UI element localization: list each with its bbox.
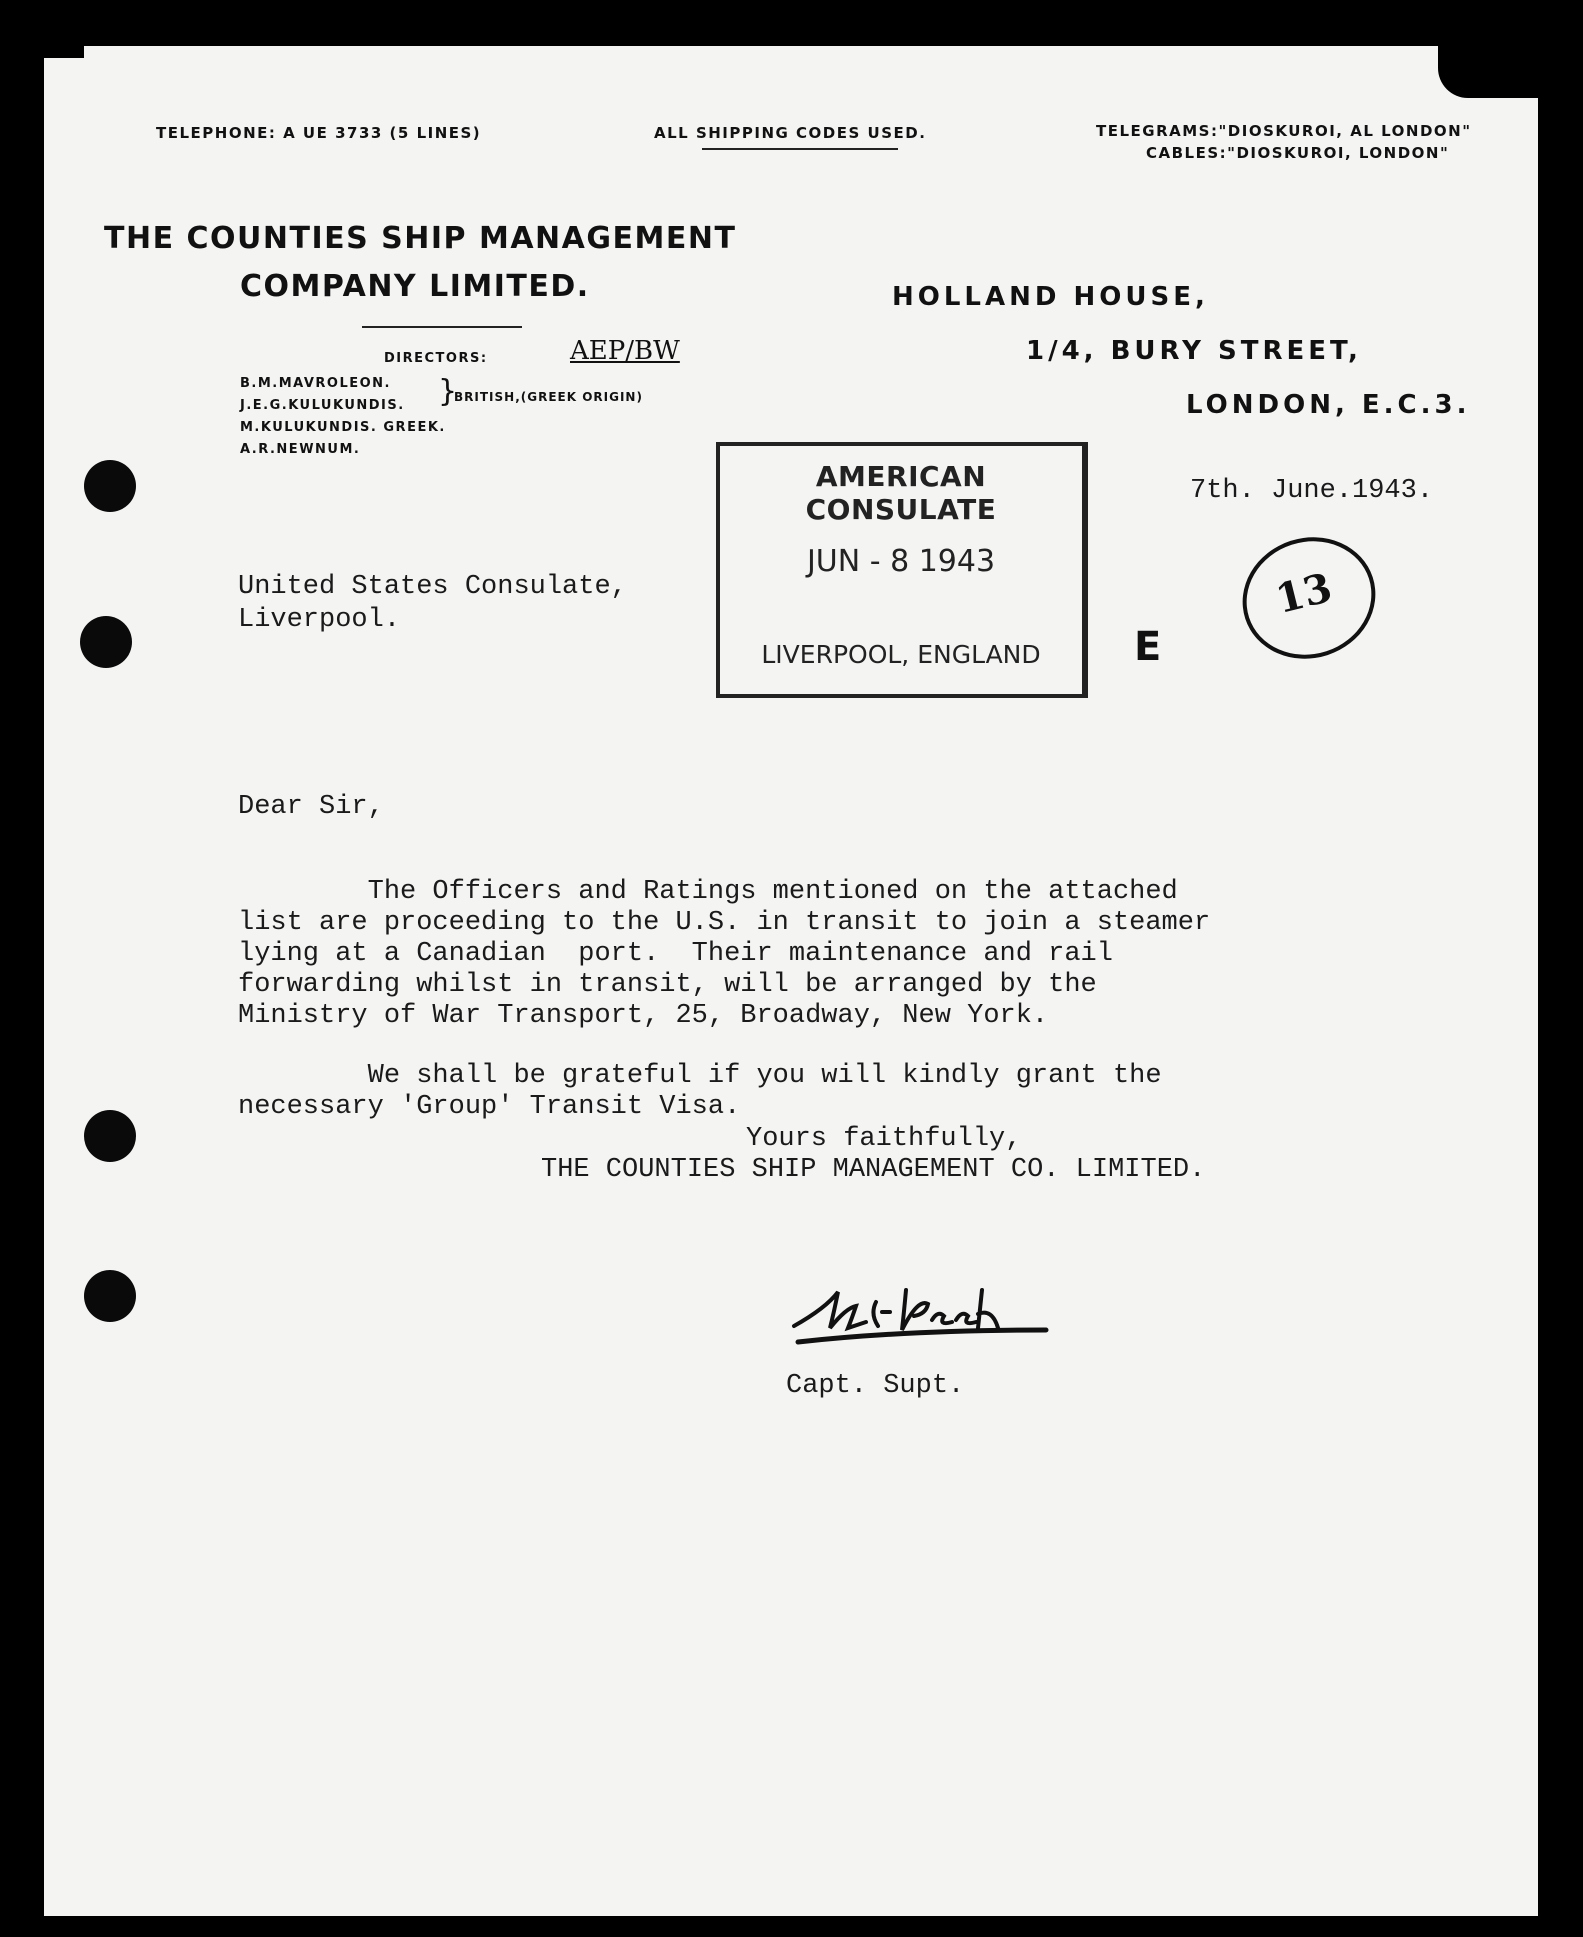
torn-corner-right (1438, 46, 1538, 98)
body2-line-1: We shall be grateful if you will kindly grant the (238, 1061, 1162, 1091)
recipient-line1: United States Consulate, (238, 572, 627, 602)
shipping-codes-line: ALL SHIPPING CODES USED. (654, 124, 927, 142)
telegrams-line: TELEGRAMS:"DIOSKUROI, AL LONDON" (1096, 122, 1472, 140)
letter-page (44, 46, 1538, 1916)
telephone-line: TELEPHONE: A UE 3733 (5 LINES) (156, 124, 482, 142)
closing: Yours faithfully, (746, 1124, 1022, 1154)
company-rule (362, 326, 522, 328)
directors-nationality-note: BRITISH,(GREEK ORIGIN) (454, 390, 643, 404)
recipient-line2: Liverpool. (238, 605, 401, 635)
directors-bracket: } (438, 374, 459, 409)
punch-hole-2 (80, 616, 132, 668)
signature-graphic (786, 1268, 1066, 1358)
salutation: Dear Sir, (238, 792, 384, 822)
company-name-line1: THE COUNTIES SHIP MANAGEMENT (104, 221, 737, 256)
closing-company: THE COUNTIES SHIP MANAGEMENT CO. LIMITED. (541, 1155, 1206, 1185)
address-line1: HOLLAND HOUSE, (892, 282, 1209, 312)
director-2: J.E.G.KULUKUNDIS. (240, 398, 405, 413)
signatory-title: Capt. Supt. (786, 1371, 965, 1401)
handwritten-signature (786, 1268, 1066, 1363)
codes-underline (702, 148, 898, 150)
address-line3: LONDON, E.C.3. (1186, 390, 1471, 420)
punch-hole-1 (84, 460, 136, 512)
stamp-line3: LIVERPOOL, ENGLAND (761, 640, 1041, 669)
company-name-line2: COMPANY LIMITED. (240, 269, 590, 304)
cables-line: CABLES:"DIOSKUROI, LONDON" (1146, 144, 1450, 162)
body-line-1: The Officers and Ratings mentioned on the attached (238, 877, 1178, 907)
address-line2: 1/4, BURY STREET, (1026, 336, 1362, 366)
body-line-3: lying at a Canadian port. Their maintenance and rail (238, 939, 1113, 969)
body-line-5: Ministry of War Transport, 25, Broadway, New York. (238, 1001, 1049, 1031)
stamp-line1: AMERICAN CONSULATE (805, 460, 997, 526)
american-consulate-stamp (716, 442, 1088, 698)
reference-initials: AEP/BW (570, 336, 680, 366)
stamp-mark: E (1134, 624, 1162, 670)
body2-line-2: necessary 'Group' Transit Visa. (238, 1092, 741, 1122)
letter-date: 7th. June.1943. (1190, 476, 1434, 506)
stamp-date: JUN - 8 1943 (806, 544, 996, 579)
director-1: B.M.MAVROLEON. (240, 376, 391, 391)
directors-label: DIRECTORS: (384, 351, 488, 366)
body-line-2: list are proceeding to the U.S. in transit to join a steamer (238, 908, 1211, 938)
punch-hole-4 (84, 1270, 136, 1322)
directors-list (240, 373, 446, 461)
director-4: A.R.NEWNUM. (240, 442, 361, 457)
body-line-4: forwarding whilst in transit, will be arranged by the (238, 970, 1097, 1000)
punch-hole-3 (84, 1110, 136, 1162)
torn-corner-left (44, 46, 84, 58)
circled-number-value: 13 (1271, 563, 1337, 624)
director-3: M.KULUKUNDIS. GREEK. (240, 420, 446, 435)
